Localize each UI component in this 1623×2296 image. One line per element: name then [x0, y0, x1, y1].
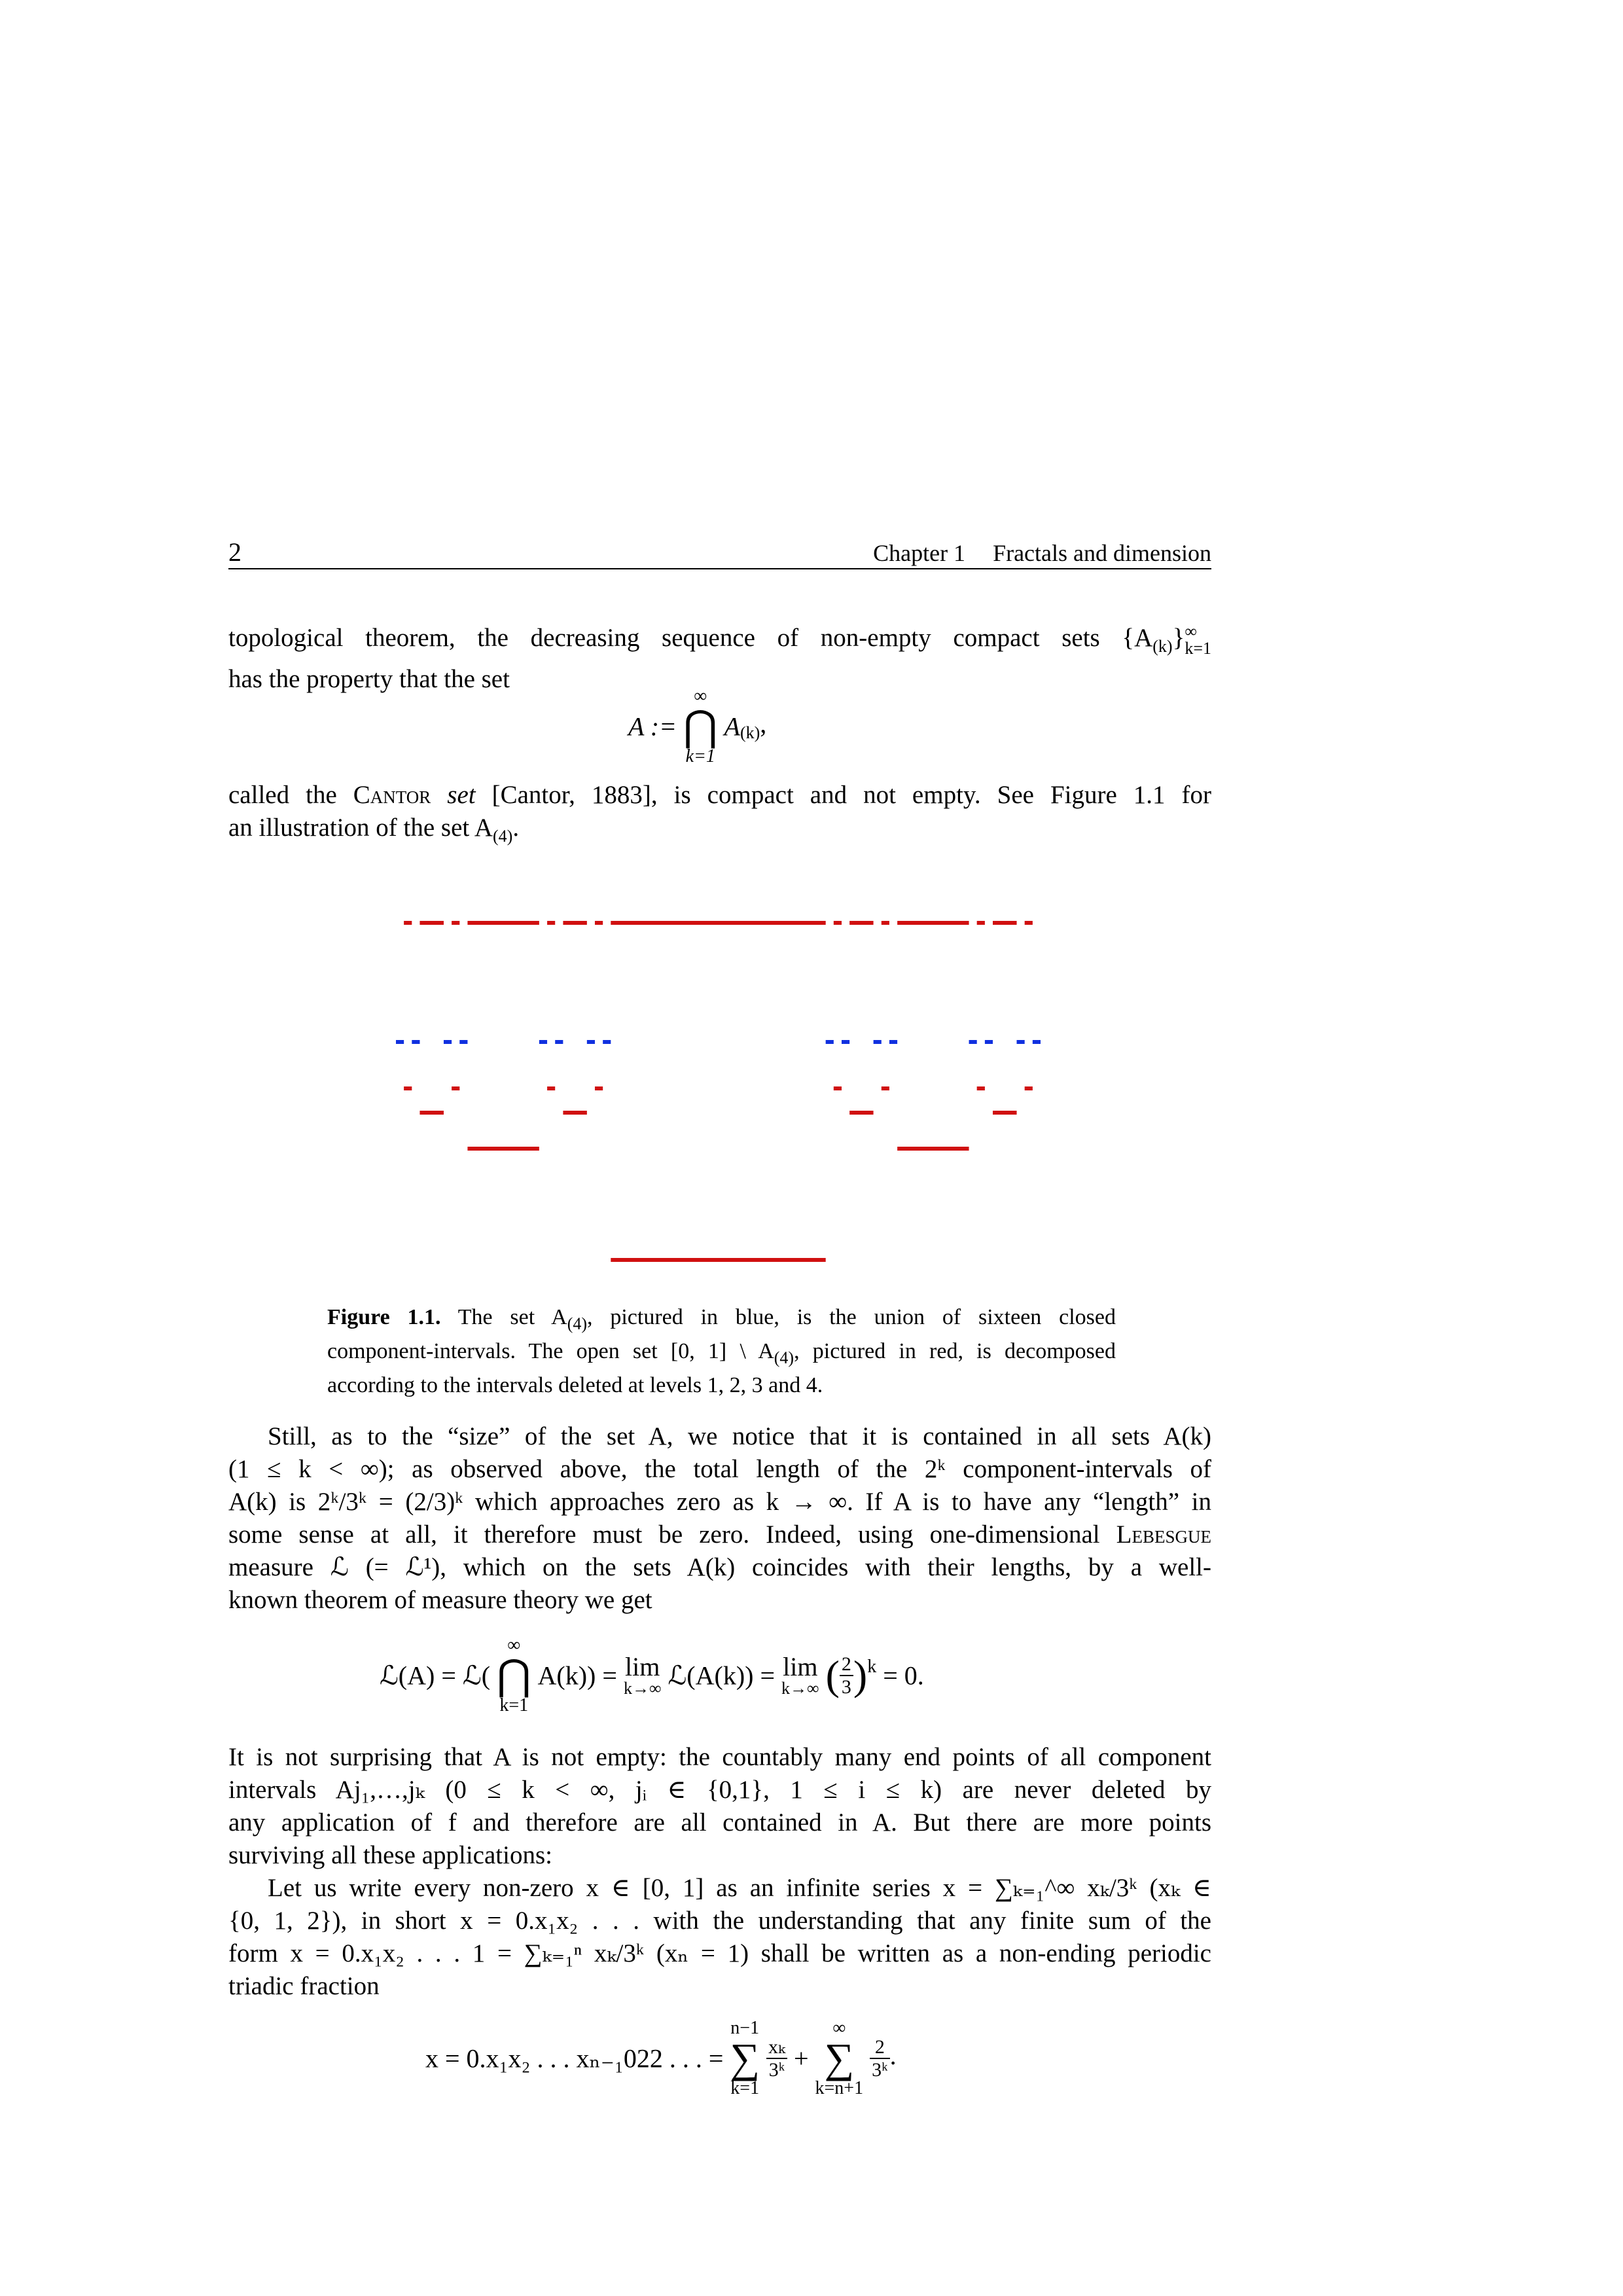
- figure-marks: [396, 923, 1041, 1260]
- page-number: 2: [228, 537, 241, 567]
- display-equation-2: ℒ(A) = ℒ( ∞ ⋂ k=1 A(k)) = lim k→∞ ℒ(A(k)) = lim k→∞ ( $\frac{2}{3}$ )$^k$ = 0.: [380, 1635, 924, 1715]
- size-paragraph: Still, as to the “size” of the set A, we notice that it is contained in all sets A(k) (1 ≤ k < ∞); as observed above, the total length of the 2ᵏ component-intervals of A(k) is 2ᵏ/3ᵏ = (2/3)ᵏ which approaches zero as k → ∞. If A is to have any “length” in some sense at all, it therefore must be zero. Indeed, using one-dimensional Lebesgue measure ℒ (= ℒ¹), which on the sets A(k) coincides with their lengths, by a well- known theorem of measure theory we get: [228, 1422, 1211, 1614]
- cantor-figure: [0, 890, 1623, 1296]
- display-equation-3: x = 0.x₁x₂ . . . xₙ₋₁022 . . . = n−1 ∑ k=1 $\frac{\text{xₖ}}{\text{3ᵏ}}$ + ∞ ∑ k=n+1 $\frac{2}{\text{3ᵏ}}$ .: [425, 2018, 897, 2098]
- cantor-paragraph: called the Cantor set [Cantor, 1883], is compact and not empty. See Figure 1.1 for an illustration of the set $A_{(4)}$.: [228, 781, 1211, 846]
- endpoints-paragraph: It is not surprising that A is not empty: the countably many end points of all component intervals Aj₁,…,jₖ (0 ≤ k < ∞, jᵢ ∈ {0,1}, 1 ≤ i ≤ k) are never deleted by any application of f and therefore are all contained in A. But there are more points surviving all these applications:: [228, 1743, 1211, 1869]
- intro-line-2: has the property that the set: [228, 664, 510, 693]
- intro-paragraph: [228, 622, 1211, 696]
- intro-line-1: topological theorem, the decreasing sequence of non-empty compact sets $\{A_{(k)}\}$ ∞ k=1: [228, 622, 1211, 658]
- chapter-title: Fractals and dimension: [993, 540, 1211, 566]
- series-paragraph: Let us write every non-zero x ∈ [0, 1] as an infinite series x = ∑ₖ₌₁^∞ xₖ/3ᵏ (xₖ ∈ {0, 1, 2}), in short x = 0.x₁x₂ . . . with the understanding that any finite sum of the form x = 0.x₁x₂ . . . 1 = ∑ₖ₌₁ⁿ xₖ/3ᵏ (xₙ = 1) shall be written as a non-ending periodic triadic fraction: [228, 1874, 1211, 2000]
- chapter-label: Chapter 1: [873, 540, 966, 566]
- header-rule: [228, 568, 1211, 569]
- intersection-operator: ∞ ⋂ k=1: [683, 686, 718, 766]
- display-equation-1: A := ∞ ⋂ k=1 $A_{(k)}$,: [628, 686, 767, 766]
- figure-caption: Figure 1.1. The set $A_{(4)}$, pictured in blue, is the union of sixteen closed component-intervals. The open set [0, 1] \ $A_{(4)}$, pictured in red, is decomposed according to the intervals deleted at levels 1, 2, 3 and 4.: [327, 1305, 1116, 1397]
- figure-label: Figure 1.1.: [327, 1305, 441, 1329]
- running-header: [873, 539, 1211, 567]
